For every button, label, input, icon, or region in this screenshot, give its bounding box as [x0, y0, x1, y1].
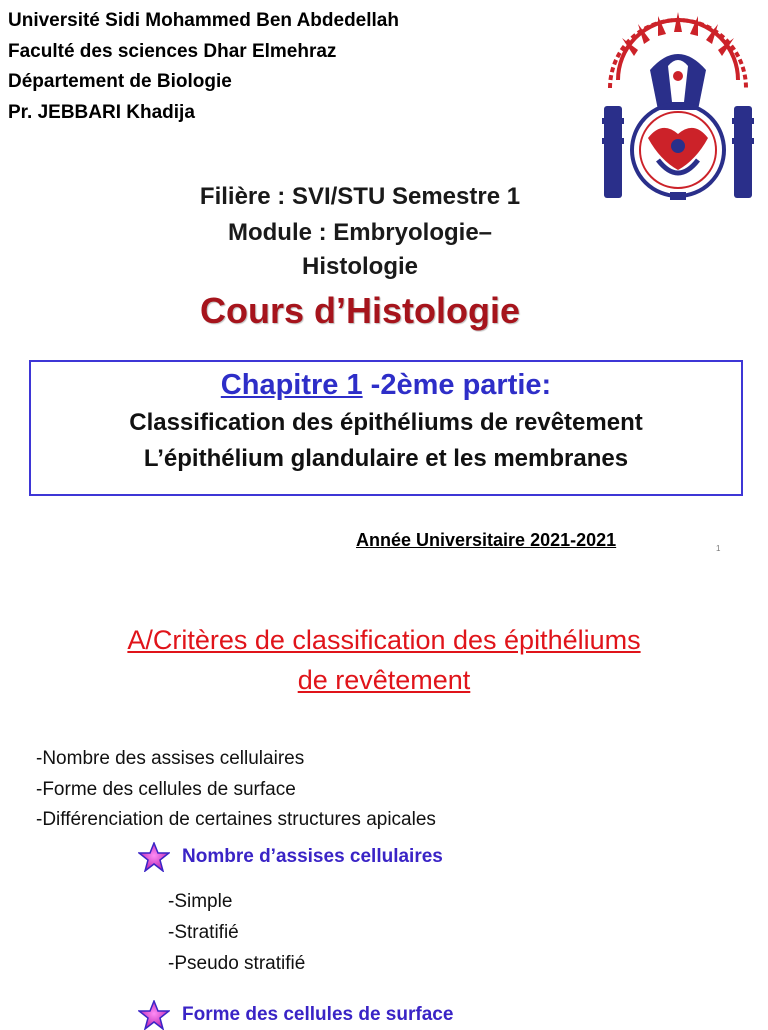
- list-item: -Simple: [168, 891, 233, 912]
- star-icon: [138, 842, 170, 872]
- section-a-line-2: de revêtement: [297, 665, 471, 695]
- criteria-item: -Forme des cellules de surface: [36, 778, 296, 800]
- module-line: Module : Embryologie–: [227, 219, 493, 246]
- professor-name: Pr. JEBBARI Khadija: [8, 101, 195, 123]
- chapter-title: [31, 365, 741, 405]
- chapter-line-1: Classification des épithéliums de revêtement: [129, 409, 643, 436]
- academic-year: Année Universitaire 2021-2021: [356, 530, 617, 550]
- chapter-suffix: -2ème partie:: [362, 369, 552, 401]
- course-title: Cours d’Histologie: [199, 290, 520, 331]
- layer-types-list: [168, 886, 305, 979]
- section-a-heading: [40, 620, 728, 700]
- page-number: 1: [716, 544, 721, 553]
- subsection-label: Forme des cellules de surface: [182, 1004, 454, 1025]
- university-name: Université Sidi Mohammed Ben Abdedellah: [8, 10, 399, 31]
- faculty-name: Faculté des sciences Dhar Elmehraz: [8, 40, 337, 62]
- department-name: Département de Biologie: [8, 71, 232, 92]
- chapter-box: [29, 360, 743, 496]
- list-item: -Stratifié: [168, 922, 239, 943]
- module-line-continued: Histologie: [301, 253, 418, 280]
- subsection-label: Nombre d’assises cellulaires: [182, 846, 443, 867]
- subsection-heading: [138, 842, 443, 872]
- university-emblem-icon: [598, 10, 758, 206]
- institution-header: [8, 6, 399, 128]
- criteria-list: [36, 744, 436, 836]
- criteria-item: -Différenciation de certaines structures apicales: [36, 809, 436, 830]
- criteria-item: -Nombre des assises cellulaires: [36, 748, 305, 769]
- section-a-line-1: A/Critères de classification des épithéliums: [127, 625, 641, 655]
- chapter-label: Chapitre 1: [220, 369, 363, 401]
- chapter-line-2: L’épithélium glandulaire et les membranes: [143, 445, 629, 472]
- filiere-line: Filière : SVI/STU Semestre 1: [199, 183, 521, 210]
- subsection-heading: [138, 1000, 453, 1030]
- list-item: -Pseudo stratifié: [168, 953, 306, 974]
- star-icon: [138, 1000, 170, 1030]
